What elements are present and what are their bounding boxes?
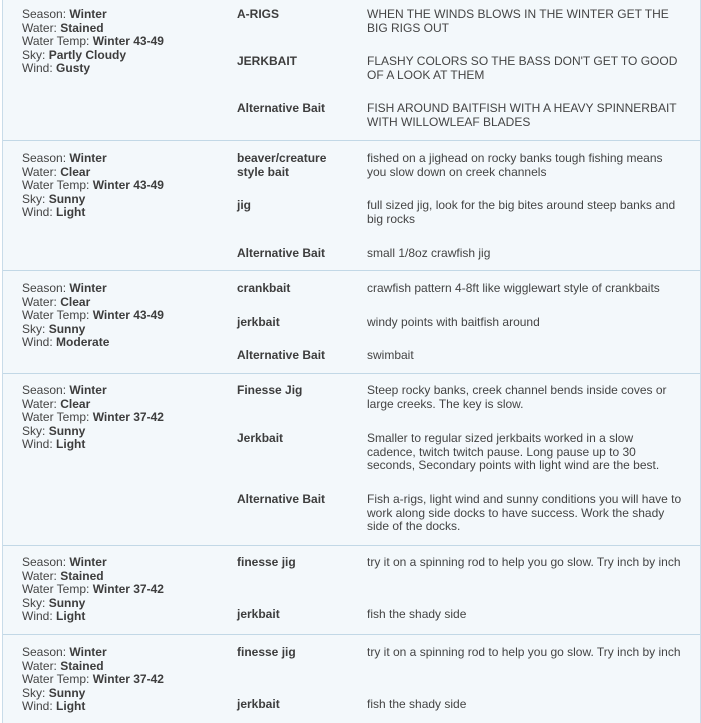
bait-name: jerkbait [237, 697, 280, 711]
bait-description: FISH AROUND BAITFISH WITH A HEAVY SPINNERBAIT WITH WILLOWLEAF BLADES [367, 101, 677, 129]
water-line: Water: Clear [22, 164, 91, 179]
conditions-block [22, 646, 222, 714]
water-temp-value: Winter 43-49 [92, 308, 164, 322]
wind-value: Light [56, 437, 86, 451]
wind-value: Moderate [56, 335, 110, 349]
conditions-block [22, 152, 222, 220]
water-temp-line: Water Temp: Winter 43-49 [22, 34, 164, 48]
condition-group [3, 271, 700, 374]
season-value: Winter [69, 7, 107, 21]
water-line: Water: Stained [22, 20, 104, 35]
bait-name: crankbait [237, 281, 291, 295]
bait-description: Steep rocky banks, creek channel bends inside coves or large creeks. The key is slow. [367, 383, 667, 411]
water-value: Clear [60, 396, 91, 411]
season-value: Winter [69, 645, 107, 659]
wind-line: Wind: Gusty [22, 61, 91, 75]
water-temp-line: Water Temp: Winter 37-42 [22, 672, 164, 686]
wind-line: Wind: Light [22, 699, 86, 713]
water-value: Stained [60, 568, 104, 583]
bait-name: jig [237, 198, 251, 212]
condition-group [3, 0, 700, 141]
water-temp-line: Water Temp: Winter 43-49 [22, 308, 164, 322]
bait-description: Smaller to regular sized jerkbaits worked in a slow cadence, twitch twitch pause. Long pause up to 30 seconds, Secondary points with light wind are the best. [367, 431, 660, 472]
water-temp-value: Winter 37-42 [92, 410, 164, 424]
bait-description: FLASHY COLORS SO THE BASS DON'T GET TO GOOD OF A LOOK AT THEM [367, 54, 678, 82]
water-temp-value: Winter 37-42 [92, 672, 164, 686]
water-line: Water: Stained [22, 658, 104, 673]
season-line: Season: Winter [22, 555, 107, 569]
sky-value: Sunny [48, 321, 86, 336]
season-value: Winter [69, 151, 107, 165]
season-line: Season: Winter [22, 7, 107, 21]
sky-line: Sky: Sunny [22, 321, 86, 336]
water-temp-line: Water Temp: Winter 37-42 [22, 582, 164, 596]
bait-name: jerkbait [237, 315, 280, 329]
conditions-block [22, 556, 222, 624]
bait-name: Alternative Bait [237, 101, 326, 115]
bait-name: A-RIGS [237, 7, 279, 21]
bait-name: beaver/creature style bait [237, 151, 327, 179]
sky-value: Sunny [48, 191, 86, 206]
bait-name: Finesse Jig [237, 383, 303, 397]
bait-name: finesse jig [237, 645, 296, 659]
wind-line: Wind: Light [22, 437, 86, 451]
bait-name: Alternative Bait [237, 492, 326, 506]
wind-line: Wind: Moderate [22, 335, 110, 349]
sky-value: Partly Cloudy [48, 47, 127, 62]
bait-description: crawfish pattern 4-8ft like wigglewart style of crankbaits [367, 281, 660, 295]
water-temp-value: Winter 37-42 [92, 582, 164, 596]
conditions-block [22, 384, 222, 452]
wind-value: Light [56, 205, 86, 219]
water-line: Water: Clear [22, 396, 91, 411]
bait-name: Alternative Bait [237, 246, 326, 260]
condition-group [3, 635, 700, 723]
bait-description: full sized jig, look for the big bites around steep banks and big rocks [367, 198, 676, 226]
season-line: Season: Winter [22, 281, 107, 295]
condition-group [3, 141, 700, 271]
bait-description: swimbait [367, 348, 414, 362]
water-value: Stained [60, 658, 104, 673]
water-line: Water: Stained [22, 568, 104, 583]
bait-name: JERKBAIT [237, 54, 298, 68]
bait-name: jerkbait [237, 607, 280, 621]
water-temp-line: Water Temp: Winter 37-42 [22, 410, 164, 424]
water-temp-value: Winter 43-49 [92, 34, 164, 48]
water-temp-line: Water Temp: Winter 43-49 [22, 178, 164, 192]
wind-value: Light [56, 609, 86, 623]
season-value: Winter [69, 281, 107, 295]
season-line: Season: Winter [22, 383, 107, 397]
season-line: Season: Winter [22, 645, 107, 659]
condition-group [3, 374, 700, 546]
bait-name: Jerkbait [237, 431, 284, 445]
season-value: Winter [69, 383, 107, 397]
wind-value: Light [56, 699, 86, 713]
wind-line: Wind: Light [22, 609, 86, 623]
water-value: Stained [60, 20, 104, 35]
season-value: Winter [69, 555, 107, 569]
wind-line: Wind: Light [22, 205, 86, 219]
sky-line: Sky: Sunny [22, 685, 86, 700]
water-line: Water: Clear [22, 294, 91, 309]
sky-value: Sunny [48, 423, 86, 438]
sky-line: Sky: Sunny [22, 595, 86, 610]
wind-value: Gusty [56, 61, 91, 75]
bait-description: fished on a jighead on rocky banks tough fishing means you slow down on creek channels [367, 151, 663, 179]
bait-description: try it on a spinning rod to help you go slow. Try inch by inch [367, 645, 681, 659]
conditions-table [2, 0, 701, 723]
water-value: Clear [60, 294, 91, 309]
water-temp-value: Winter 43-49 [92, 178, 164, 192]
water-value: Clear [60, 164, 91, 179]
bait-description: fish the shady side [367, 607, 467, 621]
bait-name: finesse jig [237, 555, 296, 569]
bait-description: small 1/8oz crawfish jig [367, 246, 491, 260]
sky-line: Sky: Sunny [22, 423, 86, 438]
sky-value: Sunny [48, 595, 86, 610]
sky-line: Sky: Sunny [22, 191, 86, 206]
conditions-block [22, 8, 222, 76]
condition-group [3, 546, 700, 635]
bait-description: try it on a spinning rod to help you go slow. Try inch by inch [367, 555, 681, 569]
bait-name: Alternative Bait [237, 348, 326, 362]
season-line: Season: Winter [22, 151, 107, 165]
bait-description: windy points with baitfish around [367, 315, 540, 329]
sky-line: Sky: Partly Cloudy [22, 47, 127, 62]
conditions-block [22, 282, 222, 350]
bait-description: Fish a-rigs, light wind and sunny conditions you will have to work along side docks to have success. Work the shady side of the docks. [367, 492, 682, 533]
bait-description: WHEN THE WINDS BLOWS IN THE WINTER GET THE BIG RIGS OUT [367, 7, 669, 35]
sky-value: Sunny [48, 685, 86, 700]
bait-description: fish the shady side [367, 697, 467, 711]
